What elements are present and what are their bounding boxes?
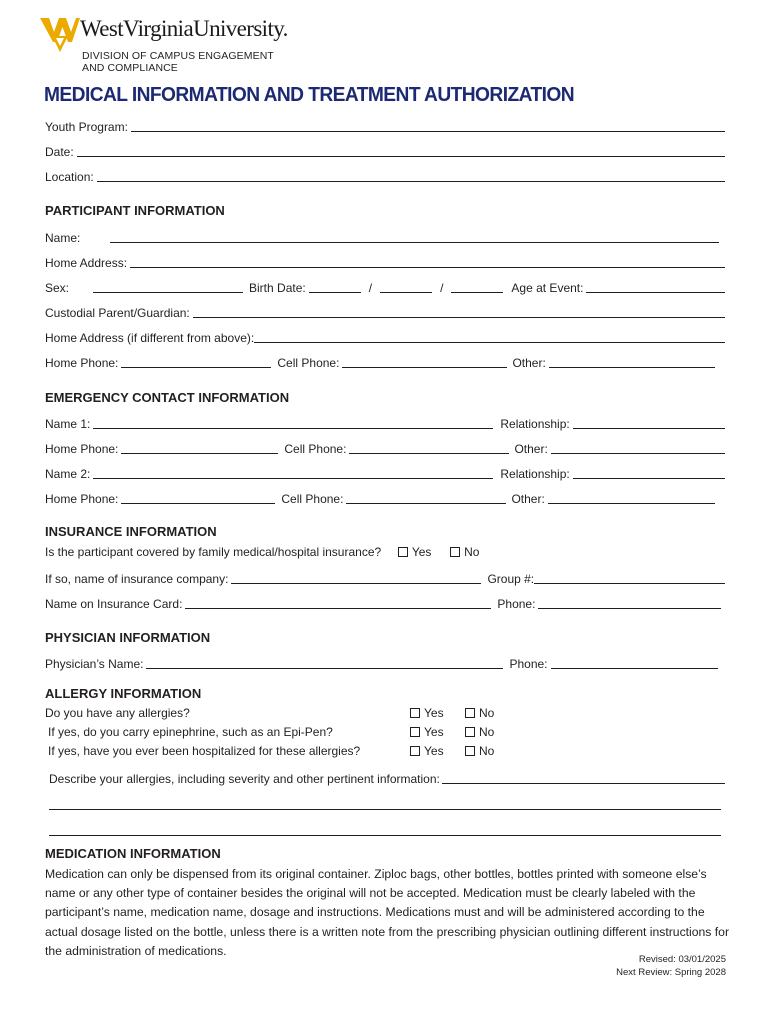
insurance-covered-question: Is the participant covered by family medical/hospital insurance? Yes No [45,545,480,559]
checkbox-icon [465,708,475,718]
allergy-q2-no-checkbox[interactable]: No [465,725,494,739]
allergy-q2: If yes, do you carry epinephrine, such as an Epi-Pen? [48,725,333,739]
emergency-name1-field [93,418,493,429]
insurance-heading: INSURANCE INFORMATION [45,524,217,539]
allergy-description-line3[interactable] [49,822,721,838]
emergency-name2-row[interactable]: Name 2: Relationship: [45,465,725,481]
allergy-q3: If yes, have you ever been hospitalized for these allergies? [48,744,361,758]
checkbox-icon [450,547,460,557]
sex-field [93,282,243,293]
emergency-phones1-row[interactable]: Home Phone: Cell Phone: Other: [45,440,725,456]
participant-name-field[interactable]: Name: [45,229,719,245]
allergy-description-field[interactable]: Describe your allergies, including severity and other pertinent information: [49,770,725,786]
emergency-name2-field [93,468,493,479]
university-name: WestVirginiaUniversity. [80,16,288,41]
physician-heading: PHYSICIAN INFORMATION [45,630,211,645]
insurance-card-row[interactable]: Name on Insurance Card: Phone: [45,595,721,611]
emergency-name1-row[interactable]: Name 1: Relationship: [45,415,725,431]
alt-home-address-field[interactable]: Home Address (if different from above): [45,329,725,345]
participant-other-phone-field [549,357,715,368]
participant-home-phone-field [121,357,271,368]
birth-year-field [451,282,503,293]
emergency-home-phone1-field [121,443,278,454]
emergency-other-phone2-field [548,493,715,504]
allergy-q2-yes-checkbox[interactable]: Yes [410,725,444,739]
birth-day-field [380,282,432,293]
allergy-q3-no-checkbox[interactable]: No [465,744,494,758]
birth-month-field [309,282,361,293]
insurance-phone-field [538,598,721,609]
participant-heading: PARTICIPANT INFORMATION [45,203,225,218]
participant-home-address-field[interactable]: Home Address: [45,254,725,270]
checkbox-icon [465,727,475,737]
division-name: DIVISION OF CAMPUS ENGAGEMENT AND COMPLIANCE [82,50,274,74]
letterhead [40,14,440,76]
wvu-flying-wv-logo [40,16,80,52]
emergency-relationship1-field [573,418,725,429]
insurance-no-checkbox[interactable]: No [450,545,479,559]
physician-phone-field [551,658,718,669]
revision-info: Revised: 03/01/2025 Next Review: Spring 2028 [616,954,726,978]
allergy-q3-yes-checkbox[interactable]: Yes [410,744,444,758]
allergy-q1-no-checkbox[interactable]: No [465,706,494,720]
emergency-other-phone1-field [551,443,725,454]
emergency-cell-phone2-field [346,493,506,504]
emergency-home-phone2-field [121,493,275,504]
emergency-phones2-row[interactable]: Home Phone: Cell Phone: Other: [45,490,715,506]
allergy-heading: ALLERGY INFORMATION [45,686,202,701]
location-field[interactable]: Location: [45,168,725,184]
custodial-guardian-field[interactable]: Custodial Parent/Guardian: [45,304,725,320]
checkbox-icon [410,746,420,756]
physician-name-field [146,658,503,669]
insurance-yes-checkbox[interactable]: Yes [398,545,432,559]
insurance-company-row[interactable]: If so, name of insurance company: Group #: [45,570,725,586]
group-number-field [534,573,725,584]
checkbox-icon [398,547,408,557]
medication-heading: MEDICATION INFORMATION [45,846,221,861]
form-title: MEDICAL INFORMATION AND TREATMENT AUTHORIZATION [44,84,575,106]
allergy-description-line2[interactable] [49,796,721,812]
age-field [586,282,725,293]
insurance-company-field [231,573,481,584]
participant-cell-phone-field [342,357,507,368]
emergency-heading: EMERGENCY CONTACT INFORMATION [45,390,290,405]
date-field[interactable]: Date: [45,143,725,159]
insurance-card-name-field [185,598,491,609]
sex-birthdate-age-row[interactable]: Sex: Birth Date: / / Age at Event: [45,279,725,295]
medication-policy-text: Medication can only be dispensed from its original container. Ziploc bags, other bottles, bottles printed with someone else’s name or any other type of container besides the original will not be accepted. Medication must be clearly labeled with the participant’s name, medication name, dosage and instructions. Medications must and will be administered according to the actual dosage listed on the bottle, unless there is a written note from the prescribing physician outlining different instructions for the administration of medications. [45,867,730,958]
emergency-cell-phone1-field [349,443,509,454]
allergy-q1-yes-checkbox[interactable]: Yes [410,706,444,720]
checkbox-icon [465,746,475,756]
youth-program-field[interactable]: Youth Program: [45,118,725,134]
checkbox-icon [410,708,420,718]
participant-phones-row[interactable]: Home Phone: Cell Phone: Other: [45,354,715,370]
physician-row[interactable]: Physician’s Name: Phone: [45,655,718,671]
allergy-q1: Do you have any allergies? [45,706,190,720]
checkbox-icon [410,727,420,737]
emergency-relationship2-field [573,468,725,479]
